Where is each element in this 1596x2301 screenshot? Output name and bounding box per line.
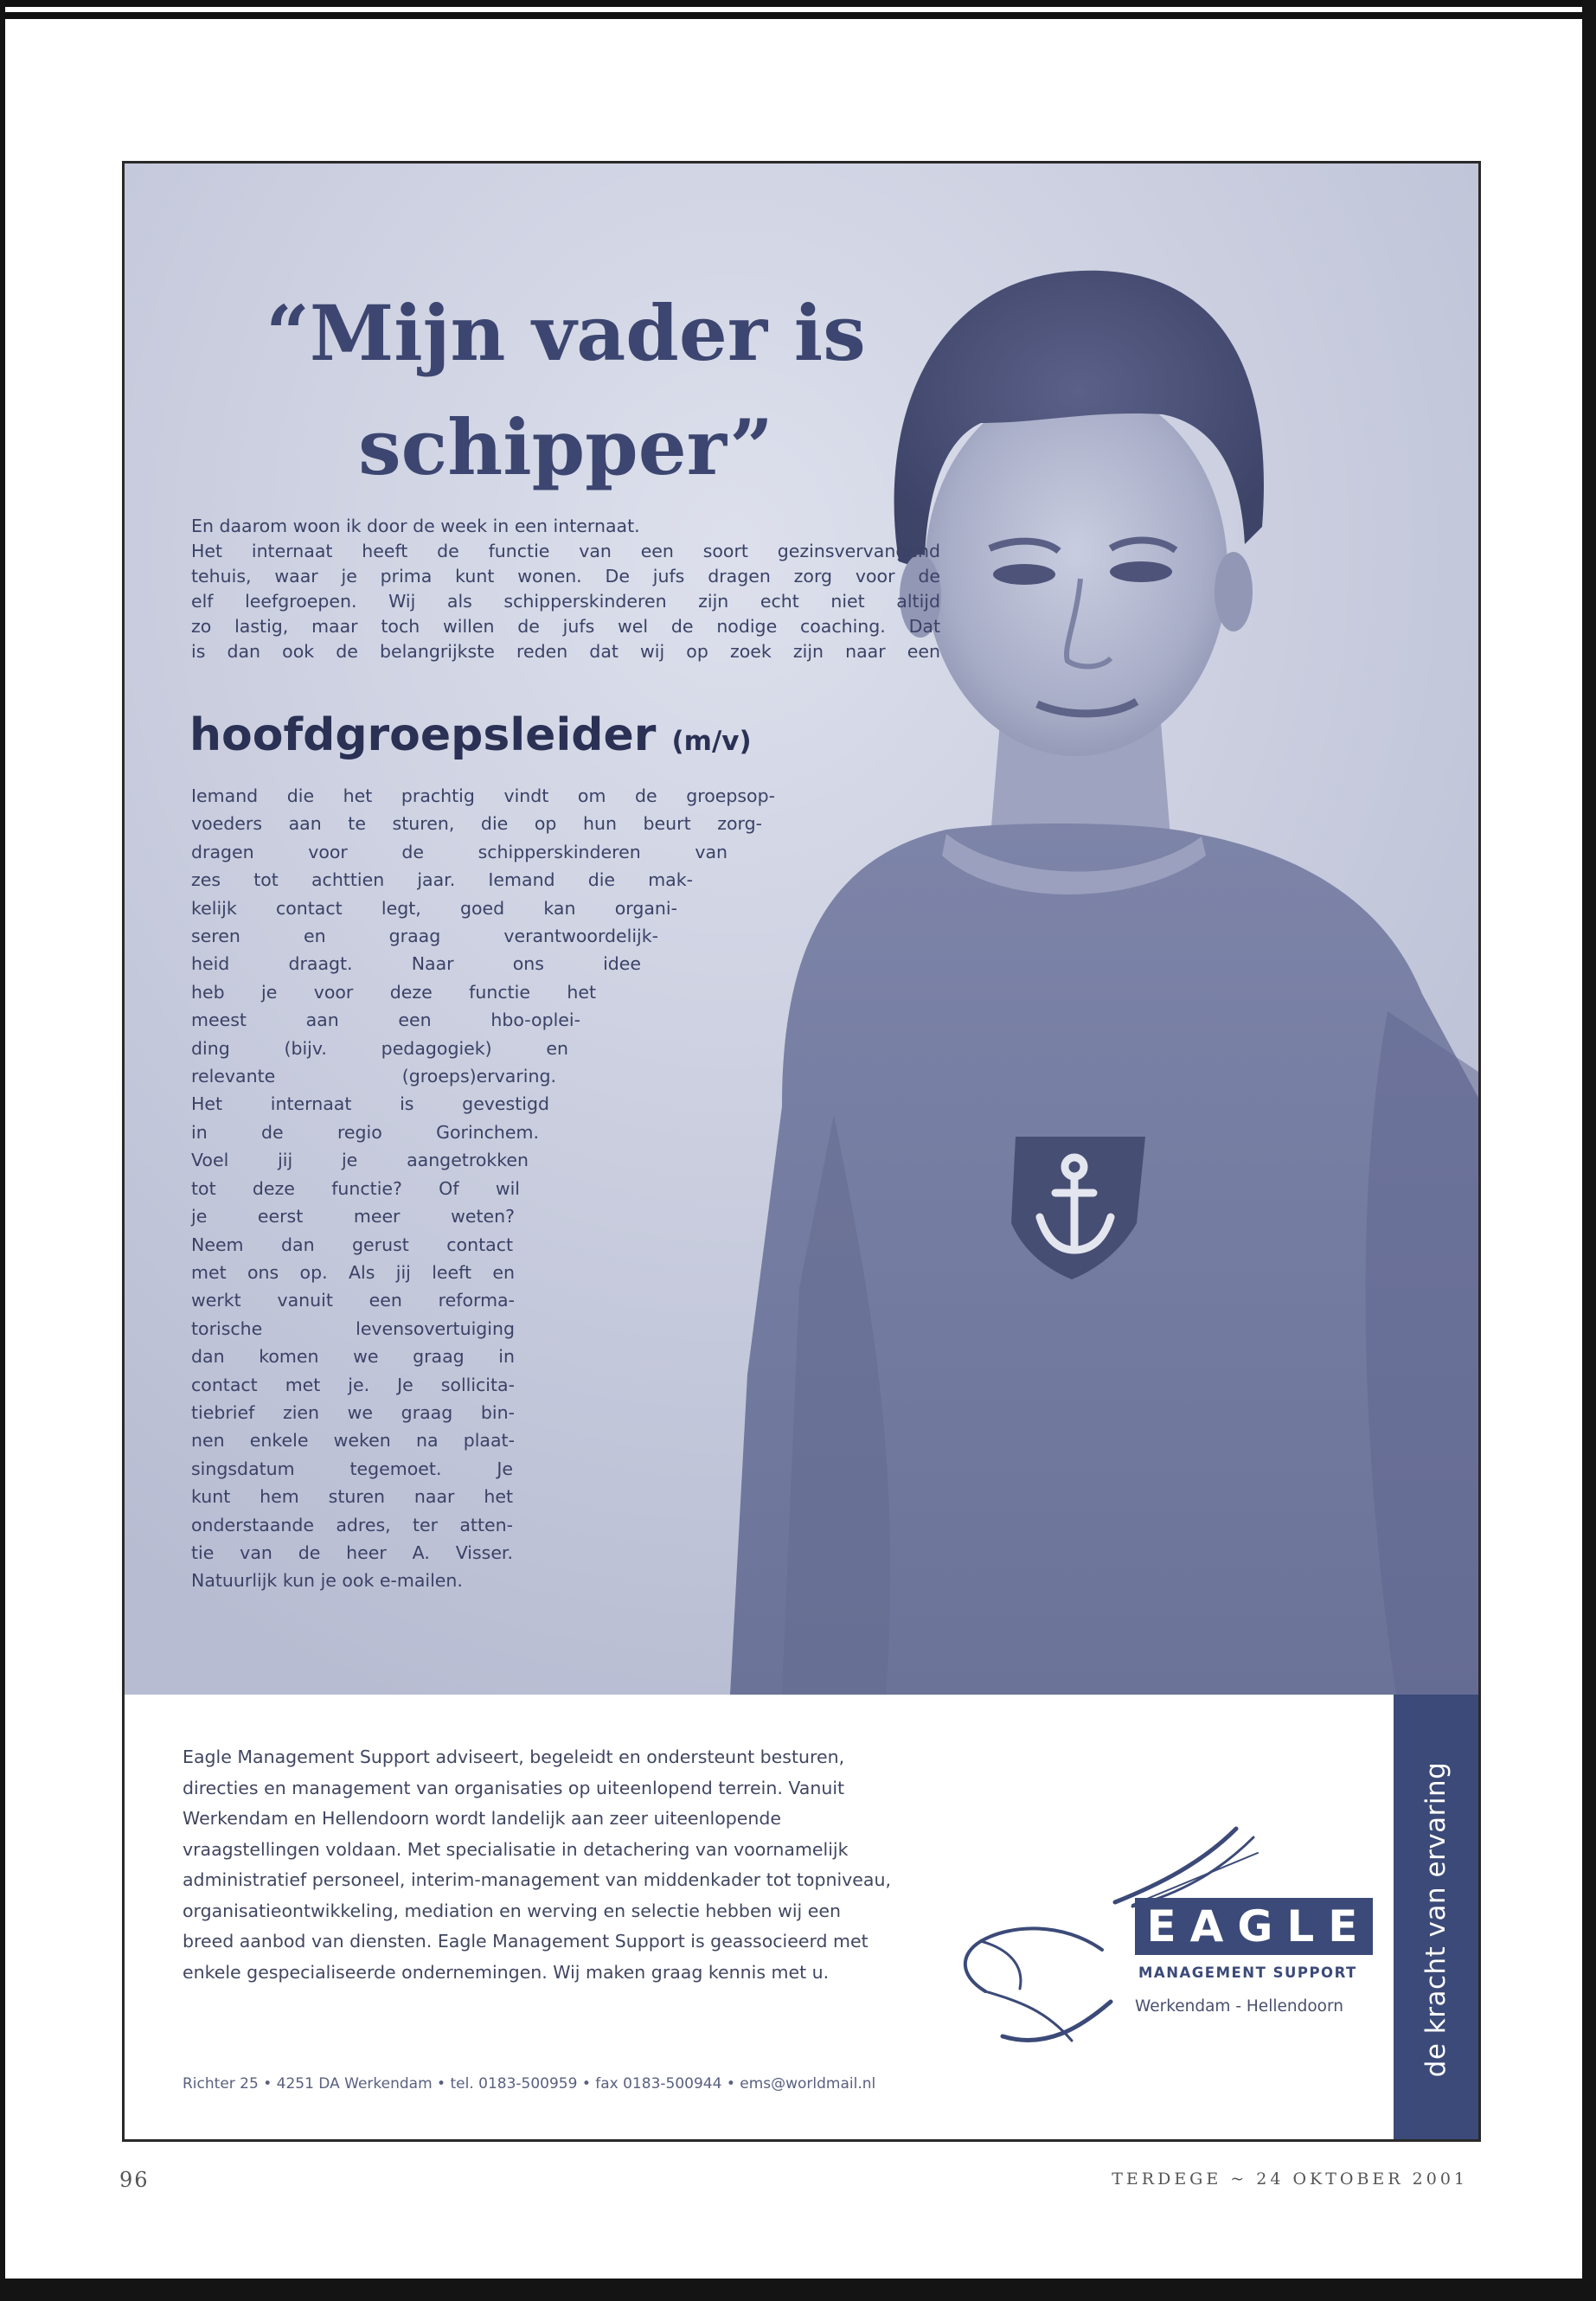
body-line: torische levensovertuiging xyxy=(191,1317,515,1339)
logo-locations: Werkendam - Hellendoorn xyxy=(1135,1997,1343,2016)
page-edge-top xyxy=(0,0,1596,19)
job-title-suffix: (m/v) xyxy=(671,726,752,757)
body-line: singsdatum tegemoet. Je xyxy=(191,1458,513,1479)
intro-line: tehuis, waar je prima kunt wonen. De jufs dragen zorg voor de xyxy=(191,566,940,586)
body-line: heid draagt. Naar ons idee xyxy=(191,953,641,975)
body-line: je eerst meer weten? xyxy=(191,1206,515,1227)
job-description xyxy=(191,782,814,1595)
body-line: ding (bijv. pedagogiek) en xyxy=(191,1037,568,1059)
masthead: TERDEGE ~ 24 OKTOBER 2001 xyxy=(1112,2170,1468,2189)
body-line: Natuurlijk kun je ook e-mailen. xyxy=(191,1570,463,1592)
body-line: tiebrief zien we graag bin- xyxy=(191,1401,515,1423)
body-line: Neem dan gerust contact xyxy=(191,1234,513,1255)
body-line: seren en graag verantwoordelijk- xyxy=(191,926,658,947)
body-line: kunt hem sturen naar het xyxy=(191,1486,513,1508)
side-band xyxy=(1394,1695,1478,2142)
body-line: contact met je. Je sollicita- xyxy=(191,1374,515,1395)
side-band-text: de kracht van ervaring xyxy=(1420,1761,1452,2078)
job-advertisement xyxy=(122,161,1481,2142)
body-line: dan komen we graag in xyxy=(191,1346,515,1368)
intro-line: elf leefgroepen. Wij als schipperskinderen zijn echt niet altijd xyxy=(191,591,940,612)
company-line: vraagstellingen voldaan. Met specialisatie in detachering van voornamelijk xyxy=(183,1838,849,1860)
company-line: directies en management van organisaties op uiteenlopend terrein. Vanuit xyxy=(183,1777,845,1798)
job-title-text: hoofdgroepsleider xyxy=(189,709,657,761)
body-line: heb je voor deze functie het xyxy=(191,981,596,1003)
company-description xyxy=(183,1742,987,1988)
photo-area xyxy=(125,163,1478,1695)
body-line: met ons op. Als jij leeft en xyxy=(191,1261,515,1283)
body-line: kelijk contact legt, goed kan organi- xyxy=(191,897,677,919)
body-line: Het internaat is gevestigd xyxy=(191,1093,549,1115)
job-title xyxy=(189,708,752,768)
company-panel xyxy=(125,1695,1478,2142)
page-number: 96 xyxy=(119,2168,150,2192)
contact-address: Richter 25 • 4251 DA Werkendam • tel. 0183-500959 • fax 0183-500944 • ems@worldmail.nl xyxy=(183,2075,876,2093)
right-eye xyxy=(1110,561,1172,582)
body-line: dragen voor de schipperskinderen van xyxy=(191,841,727,862)
body-line: tot deze functie? Of wil xyxy=(191,1177,520,1199)
page-edge-right xyxy=(1582,0,1596,2301)
headline-line-2: schipper” xyxy=(358,402,773,492)
eagle-logo: EAGLE xyxy=(1135,1898,1373,1955)
body-line: Iemand die het prachtig vindt om de groepsop- xyxy=(191,785,775,806)
intro-line: En daarom woon ik door de week in een internaat. xyxy=(191,516,640,536)
body-line: voeders aan te sturen, die op hun beurt zorg- xyxy=(191,813,762,835)
intro-line: zo lastig, maar toch willen de jufs wel de nodige coaching. Dat xyxy=(191,616,940,637)
intro-paragraph xyxy=(191,514,940,664)
company-line: breed aanbod van diensten. Eagle Management Support is geassocieerd met xyxy=(183,1931,869,1952)
headline-line-1: “Mijn vader is xyxy=(266,288,866,378)
page-edge-bottom xyxy=(0,2279,1596,2301)
company-line: organisatieontwikkeling, mediation en werving en selectie hebben wij een xyxy=(183,1900,841,1921)
body-line: werkt vanuit een reforma- xyxy=(191,1290,515,1311)
company-line: Werkendam en Hellendoorn wordt landelijk aan zeer uiteenlopende xyxy=(183,1808,782,1829)
body-line: in de regio Gorinchem. xyxy=(191,1121,539,1143)
headline xyxy=(194,276,938,504)
body-line: tie van de heer A. Visser. xyxy=(191,1541,513,1563)
left-eye xyxy=(993,564,1055,585)
body-line: onderstaande adres, ter atten- xyxy=(191,1514,513,1535)
page-edge-left xyxy=(0,0,5,2301)
body-line: nen enkele weken na plaat- xyxy=(191,1430,515,1452)
body-line: relevante (groeps)ervaring. xyxy=(191,1066,556,1087)
body-line: meest aan een hbo-oplei- xyxy=(191,1009,580,1031)
body-line: zes tot achttien jaar. Iemand die mak- xyxy=(191,869,693,891)
face xyxy=(925,384,1227,756)
logo-subtitle: MANAGEMENT SUPPORT xyxy=(1138,1965,1357,1981)
intro-line: Het internaat heeft de functie van een soort gezinsvervangend xyxy=(191,541,940,561)
company-line: Eagle Management Support adviseert, begeleidt en ondersteunt besturen, xyxy=(183,1747,845,1767)
company-line: administratief personeel, interim-management van middenkader tot topniveau, xyxy=(183,1869,891,1890)
body-line: Voel jij je aangetrokken xyxy=(191,1150,529,1171)
intro-line: is dan ook de belangrijkste reden dat wij op zoek zijn naar een xyxy=(191,641,940,662)
company-line: enkele gespecialiseerde ondernemingen. Wij maken graag kennis met u. xyxy=(183,1961,830,1983)
